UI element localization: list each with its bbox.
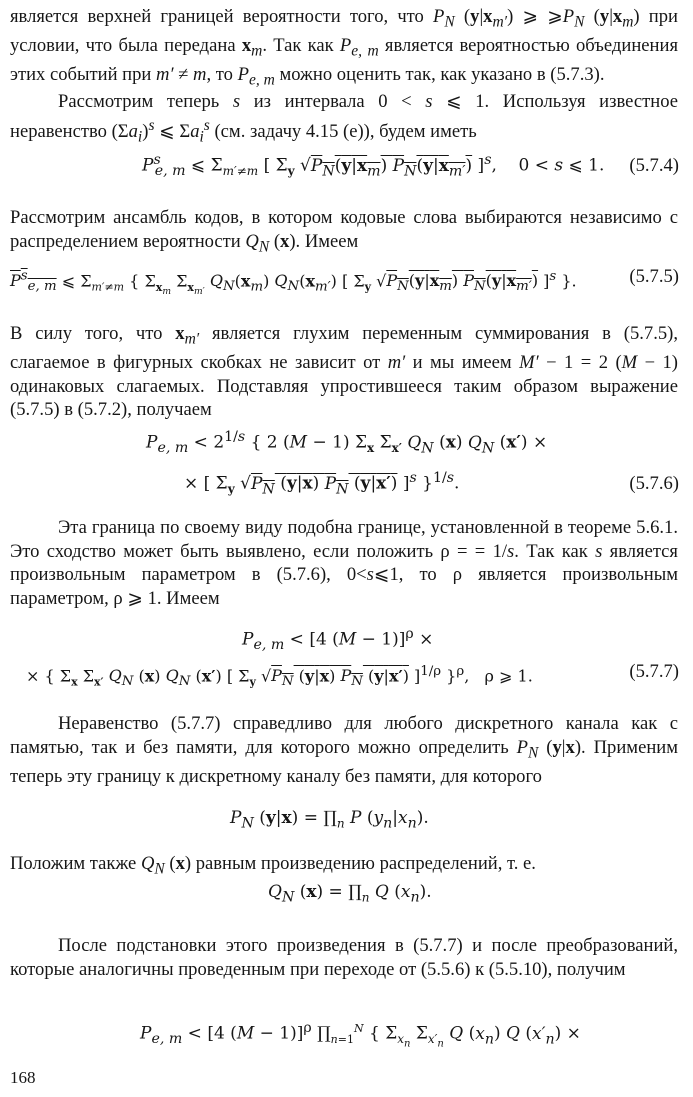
paragraph-1: является верхней границей вероятности того, что $P_N$ $(y|x_{m'})$ ⩾ $⩾P_N$ $(y|x_m)$ при условии, что была передана $x_m$. Так как $P_{e, m}$ является вероятностью объединения этих событий при m′ ≠ m, то $P_{e, m}$ можно оценить так, как указано в (5.7.3).: [10, 6, 678, 90]
equation-number-5-7-4: (5.7.4): [629, 155, 679, 176]
equation-number-5-7-6: (5.7.6): [629, 473, 679, 494]
paragraph-3: Рассмотрим ансамбль кодов, в котором кодовые слова выбираются независимо с распределением вероятности $Q_N$ (x). Имеем: [10, 207, 678, 256]
equation-5-7-7-line-1: $P_{e, m} < [4$ (M − 1)]$^\rho$ ×: [242, 626, 434, 654]
equation-5-7-7-line-2: × { $\Sigma_x$ $\Sigma_{x'}$ $Q_N$ (x) $Q_N$ (x′) [ $\Sigma_y$ $√P_N$ (y|x) $P_N$ (y|x′) ]$^{1/\rho}$ }$^\rho$, ρ ⩾ 1.: [26, 664, 533, 690]
equation-number-5-7-5: (5.7.5): [629, 266, 679, 287]
paragraph-7: Положим также $Q_N$ (x) равным произведению распределений, т. е.: [10, 853, 536, 878]
paragraph-5: Эта граница по своему виду подобна границе, установленной в теореме 5.6.1. Это сходство может быть выявлено, если положить ρ = = 1/s. Так как s является произвольным параметром в (5.7.6), 0<s⩽1, то ρ является произвольным параметром, ρ ⩾ 1. Имеем: [10, 517, 678, 609]
paragraph-4: В силу того, что $x_{m'}$ является глухим переменным суммирования в (5.7.5), слагаемое в фигурных скобках не зависит от m′ и мы имеем M′ − 1 = 2 (M − 1) одинаковых слагаемых. Подставляя упростившееся таким образом выражение (5.7.5) в (5.7.2), получаем: [10, 323, 678, 421]
equation-5-7-6-line-1: $P_{e, m} < 2^{1/s}$ { 2 (M − 1) $\Sigma_x$ $\Sigma_{x'}$ $Q_N$ (x) $Q_N$ (x′) ×: [146, 429, 548, 457]
equation-5-7-4: $P^s_{e, m}$ ⩽ $\Sigma_{m'\ne m}$ [ $\Sigma_y$ $√P_N(y|x_m)$ $P_N(y|x_{m'})$ ]$^s$, 0 < s ⩽ 1.: [142, 152, 605, 180]
equation-channel-product: $P_N$ $(y|x) = \prod_n$ P $(y_n|x_n)$.: [230, 808, 429, 832]
paragraph-2: Рассмотрим теперь s из интервала 0 < s ⩽ 1. Используя известное неравенство $(\Sigma a_i)^s$ ⩽ $\Sigma a_i^s$ (см. задачу 4.15 (е)), будем иметь: [10, 91, 678, 146]
equation-final-partial: $P_{e, m} < [4$ (M − 1)]$^\rho$ $\prod_{n=1}^N$ { $\Sigma_{x_n}$ $\Sigma_{x'_n}$ Q $(x_n)$ Q $(x'_n)$ ×: [140, 1020, 581, 1050]
paragraph-6: Неравенство (5.7.7) справедливо для любого дискретного канала как с памятью, так и без памяти, для которого можно определить $P_N$ (y|x). Применим теперь эту границу к дискретному каналу без памяти, для которого: [10, 713, 678, 787]
equation-input-product: $Q_N$ $(x) = \prod_n$ Q $(x_n)$.: [268, 882, 432, 906]
page-number: 168: [10, 1068, 36, 1087]
equation-5-7-6-line-2: × [ $\Sigma_y$ $√P_N$ (y|x) $P_N$ (y|x′) ]$^s$ }$^{1/s}$.: [184, 470, 460, 498]
equation-5-7-5: $P^s_{e, m}$ ⩽ $\Sigma_{m'\ne m}$ { $\Sigma_{x_m}$ $\Sigma_{x_{m'}}$ $Q_N(x_m)$ $Q_N(x_{m'})$ [ $\Sigma_y$ $√P_N(y|x_m)$ $P_N(y|x_{m'})$ ]$^s$ }.: [10, 269, 577, 297]
paragraph-8: После подстановки этого произведения в (5.7.7) и после преобразований, которые аналогичны проведенным при переходе от (5.5.6) к (5.5.10), получим: [10, 935, 678, 980]
equation-number-5-7-7: (5.7.7): [629, 661, 679, 682]
